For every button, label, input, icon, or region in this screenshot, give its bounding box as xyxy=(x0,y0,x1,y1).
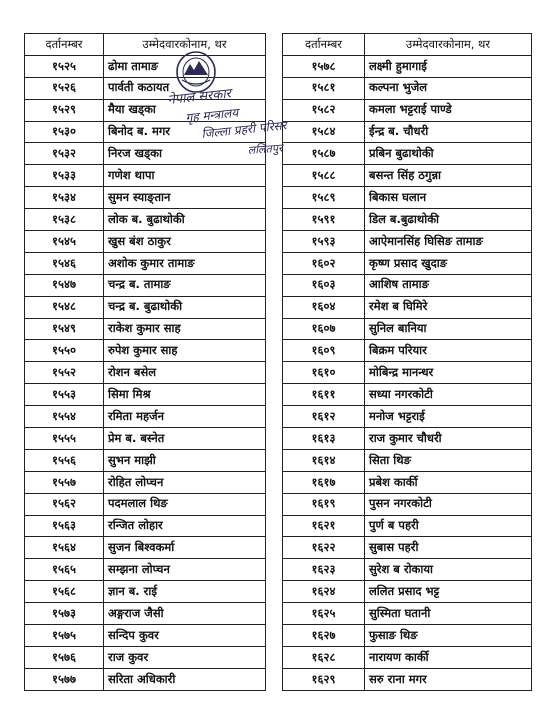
table-row xyxy=(25,537,266,559)
candidate-name-cell: मोबिन्द्र मानन्धर xyxy=(365,362,532,384)
table-row xyxy=(283,143,532,165)
candidate-name-header: उम्मेदवारकोनाम, थर xyxy=(365,34,532,56)
reg-no-cell: १६२१ xyxy=(283,515,365,537)
table-row xyxy=(25,581,266,603)
candidate-name-cell: रमेश ब घिमिरे xyxy=(365,296,532,318)
candidate-name-cell: रन्जित लोहार xyxy=(104,515,266,537)
table-row xyxy=(283,603,532,625)
table-row xyxy=(25,559,266,581)
reg-no-cell: १६०३ xyxy=(283,274,365,296)
candidate-name-cell: सुरेश ब रोकाया xyxy=(365,559,532,581)
candidate-name-cell: नारायण कार्की xyxy=(365,646,532,668)
table-row xyxy=(283,581,532,603)
candidate-name-cell: सरु राना मगर xyxy=(365,668,532,690)
reg-no-cell: १५३२ xyxy=(25,143,104,165)
reg-no-cell: १६२७ xyxy=(283,625,365,647)
reg-no-cell: १५९३ xyxy=(283,231,365,253)
reg-no-cell: १५३० xyxy=(25,121,104,143)
reg-no-cell: १५२५ xyxy=(25,55,104,77)
reg-no-cell: १६०९ xyxy=(283,340,365,362)
reg-no-cell: १५९१ xyxy=(283,209,365,231)
reg-no-cell: १६११ xyxy=(283,384,365,406)
table-row xyxy=(283,296,532,318)
reg-no-cell: १५८९ xyxy=(283,187,365,209)
reg-no-cell: १५८१ xyxy=(283,77,365,99)
candidate-name-cell: रोशन बसेल xyxy=(104,362,266,384)
candidate-name-cell: राज कुवर xyxy=(104,646,266,668)
reg-no-cell: १५८२ xyxy=(283,99,365,121)
table-row xyxy=(25,340,266,362)
candidate-name-cell: लक्ष्मी हुमागाई xyxy=(365,55,532,77)
reg-no-cell: १५७८ xyxy=(283,55,365,77)
table-row xyxy=(283,362,532,384)
table-row xyxy=(283,187,532,209)
table-row xyxy=(25,143,266,165)
reg-no-cell: १६१४ xyxy=(283,449,365,471)
reg-no-cell: १५२६ xyxy=(25,77,104,99)
candidate-name-cell: पार्वती कठायत xyxy=(104,77,266,99)
reg-no-cell: १५३८ xyxy=(25,209,104,231)
candidate-name-cell: रुपेश कुमार साह xyxy=(104,340,266,362)
candidate-name-cell: सुनिल बानिया xyxy=(365,318,532,340)
candidate-name-cell: ढोमा तामाङ xyxy=(104,55,266,77)
table-row xyxy=(25,406,266,428)
candidate-name-cell: ललित प्रसाद भट्ट xyxy=(365,581,532,603)
reg-no-cell: १६१३ xyxy=(283,428,365,450)
candidate-name-cell: मनोज भट्टराई xyxy=(365,406,532,428)
candidate-name-cell: बसन्त सिंह ठगुन्ना xyxy=(365,165,532,187)
table-row xyxy=(283,406,532,428)
table-row xyxy=(283,121,532,143)
candidate-name-cell: सुमन स्याङ्तान xyxy=(104,187,266,209)
table-row xyxy=(283,493,532,515)
candidate-name-header: उम्मेदवारकोनाम, थर xyxy=(104,34,266,56)
candidate-name-cell: आऐमानसिंह घिसिङ तामाङ xyxy=(365,231,532,253)
candidate-name-cell: राज कुमार चौधरी xyxy=(365,428,532,450)
table-row xyxy=(25,209,266,231)
reg-no-cell: १५४५ xyxy=(25,231,104,253)
reg-no-cell: १५५२ xyxy=(25,362,104,384)
reg-no-cell: १५६४ xyxy=(25,537,104,559)
table-row xyxy=(283,537,532,559)
table-row xyxy=(25,384,266,406)
candidate-name-cell: पुर्ण ब पहरी xyxy=(365,515,532,537)
table-header-row xyxy=(25,34,266,56)
table-row xyxy=(283,318,532,340)
reg-no-cell: १५५७ xyxy=(25,471,104,493)
reg-no-cell: १६२४ xyxy=(283,581,365,603)
reg-no-cell: १५६५ xyxy=(25,559,104,581)
table-row xyxy=(283,471,532,493)
reg-no-cell: १५७७ xyxy=(25,668,104,690)
candidate-name-cell: निरज खड्का xyxy=(104,143,266,165)
table-row xyxy=(25,121,266,143)
candidate-table-left xyxy=(24,33,266,691)
reg-no-cell: १५४८ xyxy=(25,296,104,318)
reg-no-cell: १५२९ xyxy=(25,99,104,121)
reg-no-cell: १५५५ xyxy=(25,428,104,450)
candidate-name-cell: सिमा मिश्र xyxy=(104,384,266,406)
table-row xyxy=(25,231,266,253)
table-row xyxy=(25,471,266,493)
table-row xyxy=(283,646,532,668)
candidate-name-cell: सुस्मिता घतानी xyxy=(365,603,532,625)
candidate-name-cell: बिकास घलान xyxy=(365,187,532,209)
table-row xyxy=(283,55,532,77)
reg-no-cell: १५६२ xyxy=(25,493,104,515)
candidate-name-cell: ईन्द्र ब. चौधरी xyxy=(365,121,532,143)
stamp-line-4: ललितपुर xyxy=(247,141,283,157)
reg-no-cell: १५७३ xyxy=(25,603,104,625)
candidate-name-cell: कमला भट्टराई पाण्डे xyxy=(365,99,532,121)
reg-no-cell: १६२५ xyxy=(283,603,365,625)
candidate-name-cell: अशोक कुमार तामाङ xyxy=(104,252,266,274)
table-row xyxy=(283,99,532,121)
candidate-name-cell: पदमलाल थिङ xyxy=(104,493,266,515)
candidate-name-cell: प्रबिन बुढाथोकी xyxy=(365,143,532,165)
table-row xyxy=(283,515,532,537)
reg-no-cell: १५४६ xyxy=(25,252,104,274)
candidate-name-cell: सम्झना लोप्चन xyxy=(104,559,266,581)
table-row xyxy=(25,515,266,537)
reg-no-cell: १६०२ xyxy=(283,252,365,274)
table-row xyxy=(25,428,266,450)
table-row xyxy=(25,252,266,274)
table-row xyxy=(25,55,266,77)
reg-no-cell: १६१२ xyxy=(283,406,365,428)
candidate-name-cell: मैया खड्का xyxy=(104,99,266,121)
candidate-name-cell: गणेश थापा xyxy=(104,165,266,187)
reg-no-cell: १६१० xyxy=(283,362,365,384)
candidate-name-cell: सरिता अधिकारी xyxy=(104,668,266,690)
table-row xyxy=(283,668,532,690)
candidate-name-cell: राकेश कुमार साह xyxy=(104,318,266,340)
reg-no-cell: १६२९ xyxy=(283,668,365,690)
reg-no-cell: १६०४ xyxy=(283,296,365,318)
table-row xyxy=(283,384,532,406)
candidate-name-cell: डिल ब.बुढाथोकी xyxy=(365,209,532,231)
table-row xyxy=(25,187,266,209)
table-row xyxy=(283,625,532,647)
candidate-name-cell: प्रबेश कार्की xyxy=(365,471,532,493)
table-header-row xyxy=(283,34,532,56)
candidate-name-cell: सुभन माझी xyxy=(104,449,266,471)
reg-no-cell: १५७६ xyxy=(25,646,104,668)
candidate-name-cell: सन्दिप कुवर xyxy=(104,625,266,647)
candidate-name-cell: कल्पना भुजेल xyxy=(365,77,532,99)
table-row xyxy=(25,296,266,318)
table-row xyxy=(283,340,532,362)
table-row xyxy=(283,428,532,450)
candidate-name-cell: आशिष तामाङ xyxy=(365,274,532,296)
table-row xyxy=(283,209,532,231)
stamp-line-1: नेपाल सरकार xyxy=(166,86,232,108)
table-row xyxy=(25,318,266,340)
table-row xyxy=(283,165,532,187)
reg-no-cell: १५६३ xyxy=(25,515,104,537)
candidate-name-cell: खुस बंश ठाकुर xyxy=(104,231,266,253)
table-row xyxy=(25,493,266,515)
reg-no-cell: १५८७ xyxy=(283,143,365,165)
reg-no-cell: १६१९ xyxy=(283,493,365,515)
candidate-name-cell: पुसन नगरकोटी xyxy=(365,493,532,515)
candidate-name-cell: रमिता महर्जन xyxy=(104,406,266,428)
table-row xyxy=(25,449,266,471)
table-row xyxy=(283,274,532,296)
table-body-left xyxy=(25,55,266,690)
table-row xyxy=(25,165,266,187)
reg-no-cell: १६२८ xyxy=(283,646,365,668)
reg-no-cell: १५३३ xyxy=(25,165,104,187)
stamp-line-3: जिल्ला प्रहरी परिसर xyxy=(200,118,288,141)
reg-no-cell: १५६८ xyxy=(25,581,104,603)
reg-no-cell: १५८४ xyxy=(283,121,365,143)
candidate-name-cell: प्रेम ब. बस्नेत xyxy=(104,428,266,450)
reg-no-cell: १६२२ xyxy=(283,537,365,559)
reg-no-cell: १५४९ xyxy=(25,318,104,340)
reg-no-cell: १५५४ xyxy=(25,406,104,428)
table-row xyxy=(25,668,266,690)
candidate-name-cell: ज्ञान ब. राई xyxy=(104,581,266,603)
reg-no-header: दर्तानम्बर xyxy=(25,34,104,56)
reg-no-cell: १६१७ xyxy=(283,471,365,493)
table-row xyxy=(25,646,266,668)
candidate-name-cell: लोक ब. बुढाथोकी xyxy=(104,209,266,231)
candidate-name-cell: चन्द्र ब. तामाङ xyxy=(104,274,266,296)
reg-no-cell: १५४७ xyxy=(25,274,104,296)
reg-no-cell: १६२३ xyxy=(283,559,365,581)
reg-no-cell: १५५३ xyxy=(25,384,104,406)
table-row xyxy=(25,99,266,121)
table-body-right xyxy=(283,55,532,690)
table-row xyxy=(283,559,532,581)
stamp-line-2: गृह मन्त्रालय xyxy=(184,105,239,125)
table-row xyxy=(25,625,266,647)
candidate-name-cell: रोहित लोप्चन xyxy=(104,471,266,493)
table-row xyxy=(25,274,266,296)
reg-no-cell: १५५६ xyxy=(25,449,104,471)
reg-no-cell: १५५० xyxy=(25,340,104,362)
candidate-name-cell: सिता थिङ xyxy=(365,449,532,471)
candidate-name-cell: चन्द्र ब. बुढाथोकी xyxy=(104,296,266,318)
reg-no-header: दर्तानम्बर xyxy=(283,34,365,56)
reg-no-cell: १६०७ xyxy=(283,318,365,340)
table-row xyxy=(283,252,532,274)
candidate-table-right xyxy=(282,33,532,691)
candidate-name-cell: सध्या नगरकोटी xyxy=(365,384,532,406)
candidate-name-cell: सुजन बिश्वकर्मा xyxy=(104,537,266,559)
table-row xyxy=(283,231,532,253)
table-row xyxy=(25,603,266,625)
candidate-name-cell: सुबास पहरी xyxy=(365,537,532,559)
table-row xyxy=(25,362,266,384)
table-row xyxy=(283,77,532,99)
candidate-name-cell: बिक्रम परियार xyxy=(365,340,532,362)
candidate-name-cell: अङ्गराज जैसी xyxy=(104,603,266,625)
candidate-name-cell: बिनोद ब. मगर xyxy=(104,121,266,143)
table-row xyxy=(283,449,532,471)
reg-no-cell: १५७५ xyxy=(25,625,104,647)
candidate-name-cell: कृष्ण प्रसाद खुदाङ xyxy=(365,252,532,274)
table-row xyxy=(25,77,266,99)
reg-no-cell: १५३४ xyxy=(25,187,104,209)
reg-no-cell: १५८८ xyxy=(283,165,365,187)
candidate-name-cell: फुसाङ थिङ xyxy=(365,625,532,647)
